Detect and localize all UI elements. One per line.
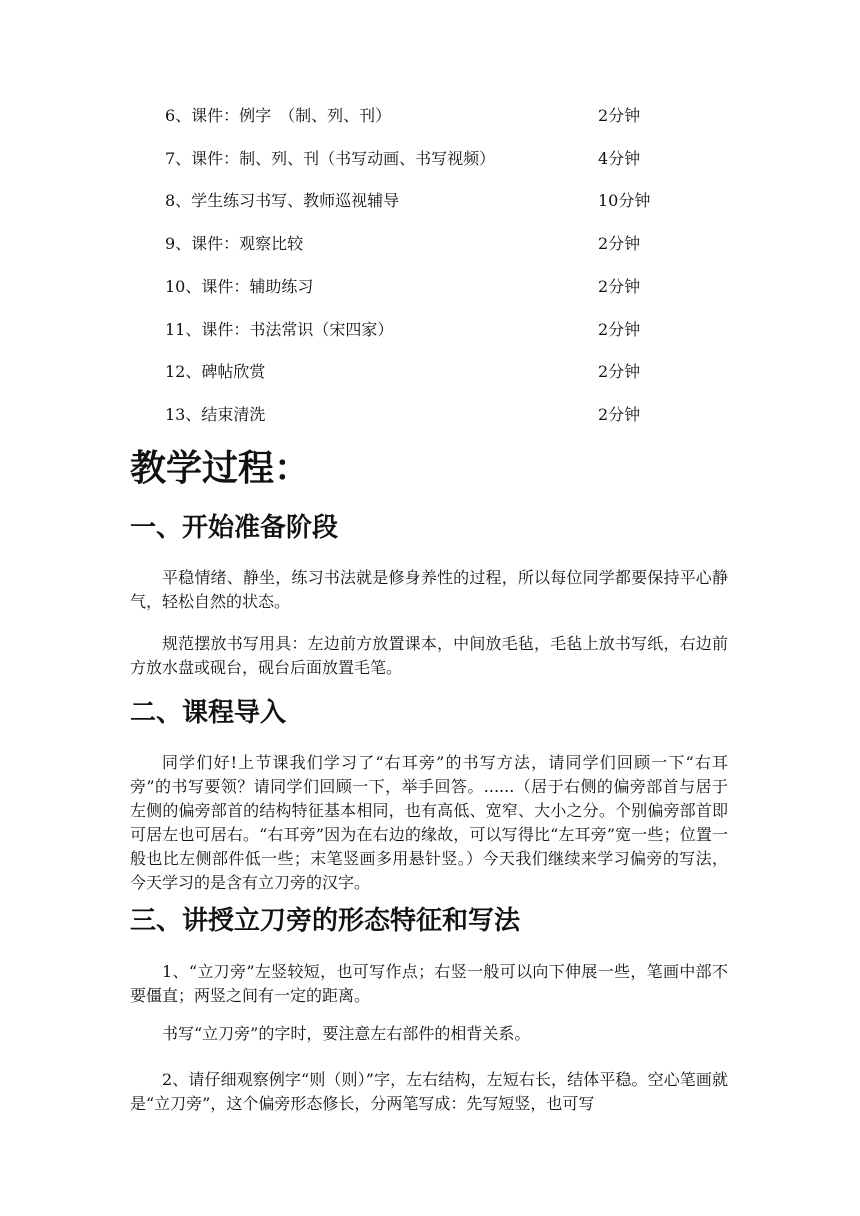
schedule-item: 10、课件：辅助练习 [165,277,314,296]
section-heading: 三、讲授立刀旁的形态特征和写法 [130,906,521,936]
schedule-item: 11、课件：书法常识（宋四家） [165,320,394,339]
section-heading: 二、课程导入 [130,698,287,728]
schedule-row [0,360,860,384]
paragraph: 平稳情绪、静坐，练习书法就是修身养性的过程，所以每位同学都要保持平心静气，轻松自然的状态。 [130,568,728,611]
schedule-item: 13、结束清洗 [165,405,266,424]
schedule-row [0,232,860,256]
schedule-item: 7、课件：制、列、刊（书写动画、书写视频） [165,149,496,168]
schedule-row [0,189,860,213]
schedule-row [0,147,860,171]
paragraph: 规范摆放书写用具：左边前方放置课本，中间放毛毡，毛毡上放书写纸，右边前方放水盘或砚台，砚台后面放置毛笔。 [130,634,728,677]
schedule-time: 4分钟 [598,149,641,168]
schedule-row [0,275,860,299]
schedule-time: 2分钟 [598,405,641,424]
schedule-item: 8、学生练习书写、教师巡视辅导 [165,191,400,210]
schedule-time: 2分钟 [598,320,641,339]
paragraph: 同学们好!上节课我们学习了“右耳旁”的书写方法，请同学们回顾一下“右耳旁”的书写要领？请同学们回顾一下，举手回答。......（居于右侧的偏旁部首与居于左侧的偏旁部首的结构特征基本相同，也有高低、宽窄、大小之分。个别偏旁部首即可居左也可居右。“右耳旁”因为在右边的缘故，可以写得比“左耳旁”宽一些；位置一般也比左侧部件低一些；末笔竖画多用悬针竖。）今天我们继续来学习偏旁的写法，今天学习的是含有立刀旁的汉字。 [130,753,728,892]
paragraph: 2、请仔细观察例字“则（则）”字，左右结构，左短右长，结体平稳。空心笔画就是“立刀旁”，这个偏旁形态修长，分两笔写成：先写短竖，也可写 [130,1070,728,1113]
schedule-time: 2分钟 [598,234,641,253]
schedule-time: 2分钟 [598,277,641,296]
schedule-item: 12、碑帖欣赏 [165,362,266,381]
paragraph: 1、“立刀旁”左竖较短，也可写作点；右竖一般可以向下伸展一些，笔画中部不要僵直；两竖之间有一定的距离。 [130,962,728,1005]
schedule-row [0,403,860,427]
schedule-item: 9、课件：观察比较 [165,234,304,253]
schedule-item: 6、课件：例字 （制、列、刊） [165,106,392,125]
schedule-time: 10分钟 [598,191,651,210]
schedule-time: 2分钟 [598,106,641,125]
schedule-time: 2分钟 [598,362,641,381]
page-title: 教学过程： [130,448,311,489]
paragraph: 书写“立刀旁”的字时，要注意左右部件的相背关系。 [162,1024,531,1043]
schedule-row [0,104,860,128]
section-heading: 一、开始准备阶段 [130,513,339,543]
schedule-row [0,318,860,342]
